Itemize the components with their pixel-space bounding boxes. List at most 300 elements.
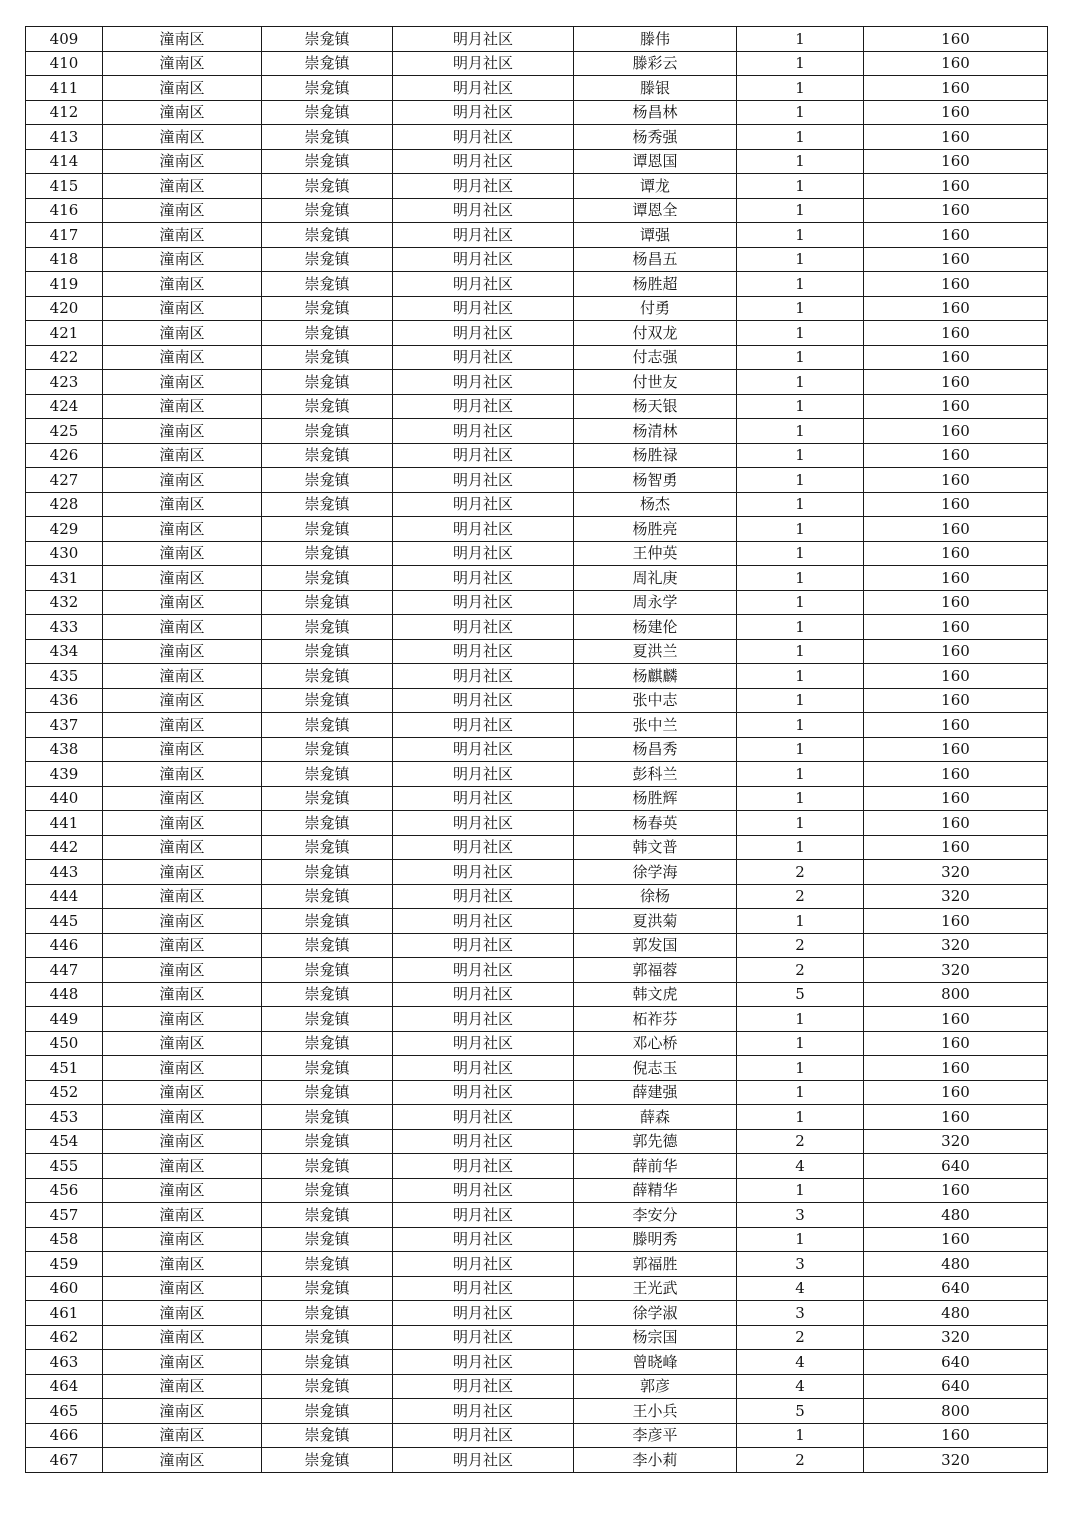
name-cell: 杨宗国	[574, 1325, 737, 1350]
table-row	[26, 1154, 1048, 1179]
name-cell: 滕银	[574, 76, 737, 101]
count-cell: 2	[737, 1325, 864, 1350]
community-cell: 明月社区	[393, 443, 574, 468]
count-cell: 1	[737, 296, 864, 321]
table-row	[26, 517, 1048, 542]
town-cell: 崇龛镇	[262, 664, 393, 689]
name-cell: 谭强	[574, 223, 737, 248]
district-cell: 潼南区	[103, 958, 262, 983]
count-cell: 1	[737, 1031, 864, 1056]
name-cell: 杨昌林	[574, 100, 737, 125]
amount-cell: 160	[864, 76, 1048, 101]
amount-cell: 160	[864, 737, 1048, 762]
amount-cell: 160	[864, 1080, 1048, 1105]
table-row	[26, 394, 1048, 419]
community-cell: 明月社区	[393, 1178, 574, 1203]
table-row	[26, 1252, 1048, 1277]
row-number-cell: 467	[26, 1448, 103, 1473]
name-cell: 韩文普	[574, 835, 737, 860]
table-row	[26, 1007, 1048, 1032]
amount-cell: 160	[864, 27, 1048, 52]
community-cell: 明月社区	[393, 566, 574, 591]
count-cell: 2	[737, 1448, 864, 1473]
row-number-cell: 462	[26, 1325, 103, 1350]
town-cell: 崇龛镇	[262, 51, 393, 76]
amount-cell: 320	[864, 860, 1048, 885]
district-cell: 潼南区	[103, 737, 262, 762]
district-cell: 潼南区	[103, 174, 262, 199]
name-cell: 郭发国	[574, 933, 737, 958]
row-number-cell: 433	[26, 615, 103, 640]
community-cell: 明月社区	[393, 51, 574, 76]
count-cell: 1	[737, 590, 864, 615]
town-cell: 崇龛镇	[262, 835, 393, 860]
amount-cell: 160	[864, 321, 1048, 346]
amount-cell: 160	[864, 786, 1048, 811]
amount-cell: 160	[864, 223, 1048, 248]
name-cell: 李彦平	[574, 1423, 737, 1448]
community-cell: 明月社区	[393, 272, 574, 297]
roster-body	[26, 27, 1048, 1473]
count-cell: 1	[737, 443, 864, 468]
district-cell: 潼南区	[103, 762, 262, 787]
amount-cell: 160	[864, 1227, 1048, 1252]
district-cell: 潼南区	[103, 835, 262, 860]
district-cell: 潼南区	[103, 1203, 262, 1228]
count-cell: 1	[737, 786, 864, 811]
community-cell: 明月社区	[393, 1105, 574, 1130]
community-cell: 明月社区	[393, 1080, 574, 1105]
community-cell: 明月社区	[393, 296, 574, 321]
district-cell: 潼南区	[103, 247, 262, 272]
community-cell: 明月社区	[393, 541, 574, 566]
table-row	[26, 198, 1048, 223]
name-cell: 杨智勇	[574, 468, 737, 493]
table-row	[26, 615, 1048, 640]
name-cell: 杨春英	[574, 811, 737, 836]
count-cell: 2	[737, 933, 864, 958]
district-cell: 潼南区	[103, 100, 262, 125]
community-cell: 明月社区	[393, 713, 574, 738]
row-number-cell: 443	[26, 860, 103, 885]
row-number-cell: 466	[26, 1423, 103, 1448]
district-cell: 潼南区	[103, 1350, 262, 1375]
table-row	[26, 909, 1048, 934]
count-cell: 1	[737, 1227, 864, 1252]
name-cell: 滕明秀	[574, 1227, 737, 1252]
town-cell: 崇龛镇	[262, 321, 393, 346]
row-number-cell: 426	[26, 443, 103, 468]
community-cell: 明月社区	[393, 1325, 574, 1350]
community-cell: 明月社区	[393, 835, 574, 860]
table-row	[26, 247, 1048, 272]
table-row	[26, 345, 1048, 370]
name-cell: 李小莉	[574, 1448, 737, 1473]
name-cell: 付志强	[574, 345, 737, 370]
district-cell: 潼南区	[103, 345, 262, 370]
town-cell: 崇龛镇	[262, 394, 393, 419]
town-cell: 崇龛镇	[262, 590, 393, 615]
community-cell: 明月社区	[393, 394, 574, 419]
table-row	[26, 1203, 1048, 1228]
name-cell: 倪志玉	[574, 1056, 737, 1081]
community-cell: 明月社区	[393, 370, 574, 395]
table-row	[26, 982, 1048, 1007]
town-cell: 崇龛镇	[262, 296, 393, 321]
count-cell: 2	[737, 1129, 864, 1154]
row-number-cell: 437	[26, 713, 103, 738]
amount-cell: 160	[864, 419, 1048, 444]
town-cell: 崇龛镇	[262, 884, 393, 909]
amount-cell: 160	[864, 517, 1048, 542]
community-cell: 明月社区	[393, 517, 574, 542]
count-cell: 1	[737, 664, 864, 689]
name-cell: 徐学淑	[574, 1301, 737, 1326]
amount-cell: 640	[864, 1350, 1048, 1375]
district-cell: 潼南区	[103, 982, 262, 1007]
count-cell: 1	[737, 541, 864, 566]
amount-cell: 160	[864, 174, 1048, 199]
row-number-cell: 411	[26, 76, 103, 101]
name-cell: 周永学	[574, 590, 737, 615]
town-cell: 崇龛镇	[262, 1080, 393, 1105]
district-cell: 潼南区	[103, 198, 262, 223]
row-number-cell: 427	[26, 468, 103, 493]
count-cell: 1	[737, 492, 864, 517]
name-cell: 夏洪兰	[574, 639, 737, 664]
table-row	[26, 713, 1048, 738]
count-cell: 1	[737, 811, 864, 836]
name-cell: 薛建强	[574, 1080, 737, 1105]
name-cell: 徐学海	[574, 860, 737, 885]
town-cell: 崇龛镇	[262, 1325, 393, 1350]
district-cell: 潼南区	[103, 1252, 262, 1277]
count-cell: 1	[737, 762, 864, 787]
district-cell: 潼南区	[103, 615, 262, 640]
community-cell: 明月社区	[393, 1031, 574, 1056]
row-number-cell: 458	[26, 1227, 103, 1252]
town-cell: 崇龛镇	[262, 76, 393, 101]
row-number-cell: 429	[26, 517, 103, 542]
amount-cell: 160	[864, 1423, 1048, 1448]
community-cell: 明月社区	[393, 884, 574, 909]
town-cell: 崇龛镇	[262, 1423, 393, 1448]
amount-cell: 160	[864, 198, 1048, 223]
town-cell: 崇龛镇	[262, 860, 393, 885]
name-cell: 薛前华	[574, 1154, 737, 1179]
community-cell: 明月社区	[393, 1007, 574, 1032]
name-cell: 滕伟	[574, 27, 737, 52]
count-cell: 1	[737, 321, 864, 346]
count-cell: 3	[737, 1301, 864, 1326]
district-cell: 潼南区	[103, 811, 262, 836]
row-number-cell: 441	[26, 811, 103, 836]
community-cell: 明月社区	[393, 492, 574, 517]
row-number-cell: 431	[26, 566, 103, 591]
count-cell: 1	[737, 1056, 864, 1081]
district-cell: 潼南区	[103, 664, 262, 689]
town-cell: 崇龛镇	[262, 933, 393, 958]
row-number-cell: 451	[26, 1056, 103, 1081]
district-cell: 潼南区	[103, 1007, 262, 1032]
row-number-cell: 459	[26, 1252, 103, 1277]
district-cell: 潼南区	[103, 1105, 262, 1130]
amount-cell: 800	[864, 982, 1048, 1007]
name-cell: 张中志	[574, 688, 737, 713]
table-row	[26, 1105, 1048, 1130]
town-cell: 崇龛镇	[262, 615, 393, 640]
community-cell: 明月社区	[393, 321, 574, 346]
community-cell: 明月社区	[393, 664, 574, 689]
count-cell: 1	[737, 198, 864, 223]
town-cell: 崇龛镇	[262, 27, 393, 52]
amount-cell: 160	[864, 125, 1048, 150]
row-number-cell: 440	[26, 786, 103, 811]
town-cell: 崇龛镇	[262, 737, 393, 762]
count-cell: 1	[737, 272, 864, 297]
district-cell: 潼南区	[103, 688, 262, 713]
town-cell: 崇龛镇	[262, 1129, 393, 1154]
table-row	[26, 688, 1048, 713]
town-cell: 崇龛镇	[262, 958, 393, 983]
town-cell: 崇龛镇	[262, 468, 393, 493]
row-number-cell: 416	[26, 198, 103, 223]
count-cell: 1	[737, 51, 864, 76]
district-cell: 潼南区	[103, 1178, 262, 1203]
name-cell: 杨胜辉	[574, 786, 737, 811]
count-cell: 1	[737, 27, 864, 52]
row-number-cell: 436	[26, 688, 103, 713]
district-cell: 潼南区	[103, 419, 262, 444]
name-cell: 杨胜超	[574, 272, 737, 297]
table-row	[26, 835, 1048, 860]
name-cell: 邓心桥	[574, 1031, 737, 1056]
town-cell: 崇龛镇	[262, 517, 393, 542]
town-cell: 崇龛镇	[262, 1203, 393, 1228]
row-number-cell: 439	[26, 762, 103, 787]
town-cell: 崇龛镇	[262, 125, 393, 150]
community-cell: 明月社区	[393, 909, 574, 934]
town-cell: 崇龛镇	[262, 1374, 393, 1399]
table-row	[26, 51, 1048, 76]
table-row	[26, 1178, 1048, 1203]
count-cell: 3	[737, 1203, 864, 1228]
row-number-cell: 432	[26, 590, 103, 615]
name-cell: 付世友	[574, 370, 737, 395]
table-row	[26, 860, 1048, 885]
name-cell: 郭先德	[574, 1129, 737, 1154]
name-cell: 夏洪菊	[574, 909, 737, 934]
amount-cell: 320	[864, 1325, 1048, 1350]
table-row	[26, 223, 1048, 248]
town-cell: 崇龛镇	[262, 909, 393, 934]
count-cell: 4	[737, 1276, 864, 1301]
name-cell: 张中兰	[574, 713, 737, 738]
district-cell: 潼南区	[103, 223, 262, 248]
town-cell: 崇龛镇	[262, 419, 393, 444]
name-cell: 谭龙	[574, 174, 737, 199]
district-cell: 潼南区	[103, 51, 262, 76]
town-cell: 崇龛镇	[262, 1178, 393, 1203]
table-row	[26, 76, 1048, 101]
community-cell: 明月社区	[393, 1203, 574, 1228]
town-cell: 崇龛镇	[262, 247, 393, 272]
table-row	[26, 1227, 1048, 1252]
town-cell: 崇龛镇	[262, 688, 393, 713]
community-cell: 明月社区	[393, 345, 574, 370]
community-cell: 明月社区	[393, 762, 574, 787]
town-cell: 崇龛镇	[262, 811, 393, 836]
town-cell: 崇龛镇	[262, 345, 393, 370]
district-cell: 潼南区	[103, 884, 262, 909]
amount-cell: 320	[864, 958, 1048, 983]
table-row	[26, 1448, 1048, 1473]
district-cell: 潼南区	[103, 541, 262, 566]
row-number-cell: 438	[26, 737, 103, 762]
name-cell: 王小兵	[574, 1399, 737, 1424]
community-cell: 明月社区	[393, 1129, 574, 1154]
district-cell: 潼南区	[103, 933, 262, 958]
community-cell: 明月社区	[393, 1301, 574, 1326]
row-number-cell: 465	[26, 1399, 103, 1424]
town-cell: 崇龛镇	[262, 1105, 393, 1130]
town-cell: 崇龛镇	[262, 1056, 393, 1081]
name-cell: 徐杨	[574, 884, 737, 909]
district-cell: 潼南区	[103, 1056, 262, 1081]
row-number-cell: 442	[26, 835, 103, 860]
count-cell: 1	[737, 345, 864, 370]
amount-cell: 320	[864, 933, 1048, 958]
table-row	[26, 272, 1048, 297]
count-cell: 1	[737, 835, 864, 860]
name-cell: 杨胜禄	[574, 443, 737, 468]
count-cell: 1	[737, 688, 864, 713]
count-cell: 1	[737, 1178, 864, 1203]
table-row	[26, 1301, 1048, 1326]
community-cell: 明月社区	[393, 223, 574, 248]
amount-cell: 160	[864, 615, 1048, 640]
table-row	[26, 590, 1048, 615]
town-cell: 崇龛镇	[262, 639, 393, 664]
amount-cell: 160	[864, 247, 1048, 272]
amount-cell: 160	[864, 1031, 1048, 1056]
row-number-cell: 424	[26, 394, 103, 419]
count-cell: 1	[737, 1423, 864, 1448]
row-number-cell: 430	[26, 541, 103, 566]
name-cell: 薛森	[574, 1105, 737, 1130]
count-cell: 1	[737, 713, 864, 738]
table-row	[26, 125, 1048, 150]
community-cell: 明月社区	[393, 1056, 574, 1081]
count-cell: 1	[737, 517, 864, 542]
town-cell: 崇龛镇	[262, 492, 393, 517]
table-row	[26, 370, 1048, 395]
town-cell: 崇龛镇	[262, 370, 393, 395]
count-cell: 3	[737, 1252, 864, 1277]
row-number-cell: 417	[26, 223, 103, 248]
name-cell: 谭恩国	[574, 149, 737, 174]
amount-cell: 800	[864, 1399, 1048, 1424]
town-cell: 崇龛镇	[262, 1350, 393, 1375]
district-cell: 潼南区	[103, 1276, 262, 1301]
community-cell: 明月社区	[393, 1227, 574, 1252]
table-row	[26, 1080, 1048, 1105]
town-cell: 崇龛镇	[262, 1448, 393, 1473]
district-cell: 潼南区	[103, 149, 262, 174]
amount-cell: 640	[864, 1374, 1048, 1399]
community-cell: 明月社区	[393, 100, 574, 125]
table-row	[26, 1031, 1048, 1056]
district-cell: 潼南区	[103, 1080, 262, 1105]
community-cell: 明月社区	[393, 247, 574, 272]
row-number-cell: 463	[26, 1350, 103, 1375]
table-row	[26, 811, 1048, 836]
count-cell: 1	[737, 100, 864, 125]
community-cell: 明月社区	[393, 639, 574, 664]
name-cell: 王仲英	[574, 541, 737, 566]
town-cell: 崇龛镇	[262, 786, 393, 811]
row-number-cell: 445	[26, 909, 103, 934]
amount-cell: 640	[864, 1154, 1048, 1179]
amount-cell: 480	[864, 1252, 1048, 1277]
district-cell: 潼南区	[103, 468, 262, 493]
name-cell: 柘祚芬	[574, 1007, 737, 1032]
town-cell: 崇龛镇	[262, 223, 393, 248]
table-row	[26, 639, 1048, 664]
count-cell: 5	[737, 982, 864, 1007]
amount-cell: 480	[864, 1203, 1048, 1228]
amount-cell: 640	[864, 1276, 1048, 1301]
count-cell: 1	[737, 419, 864, 444]
row-number-cell: 413	[26, 125, 103, 150]
district-cell: 潼南区	[103, 1154, 262, 1179]
name-cell: 谭恩全	[574, 198, 737, 223]
amount-cell: 160	[864, 492, 1048, 517]
count-cell: 1	[737, 394, 864, 419]
table-row	[26, 1056, 1048, 1081]
town-cell: 崇龛镇	[262, 1154, 393, 1179]
row-number-cell: 410	[26, 51, 103, 76]
table-row	[26, 100, 1048, 125]
name-cell: 杨建伦	[574, 615, 737, 640]
community-cell: 明月社区	[393, 419, 574, 444]
table-row	[26, 737, 1048, 762]
amount-cell: 160	[864, 1007, 1048, 1032]
count-cell: 1	[737, 737, 864, 762]
name-cell: 付双龙	[574, 321, 737, 346]
district-cell: 潼南区	[103, 860, 262, 885]
community-cell: 明月社区	[393, 76, 574, 101]
district-cell: 潼南区	[103, 639, 262, 664]
district-cell: 潼南区	[103, 272, 262, 297]
amount-cell: 160	[864, 370, 1048, 395]
district-cell: 潼南区	[103, 1129, 262, 1154]
amount-cell: 320	[864, 884, 1048, 909]
row-number-cell: 425	[26, 419, 103, 444]
community-cell: 明月社区	[393, 1399, 574, 1424]
name-cell: 杨昌秀	[574, 737, 737, 762]
count-cell: 4	[737, 1374, 864, 1399]
amount-cell: 160	[864, 566, 1048, 591]
amount-cell: 320	[864, 1448, 1048, 1473]
row-number-cell: 444	[26, 884, 103, 909]
town-cell: 崇龛镇	[262, 982, 393, 1007]
table-row	[26, 762, 1048, 787]
amount-cell: 160	[864, 345, 1048, 370]
name-cell: 滕彩云	[574, 51, 737, 76]
district-cell: 潼南区	[103, 1448, 262, 1473]
table-row	[26, 321, 1048, 346]
